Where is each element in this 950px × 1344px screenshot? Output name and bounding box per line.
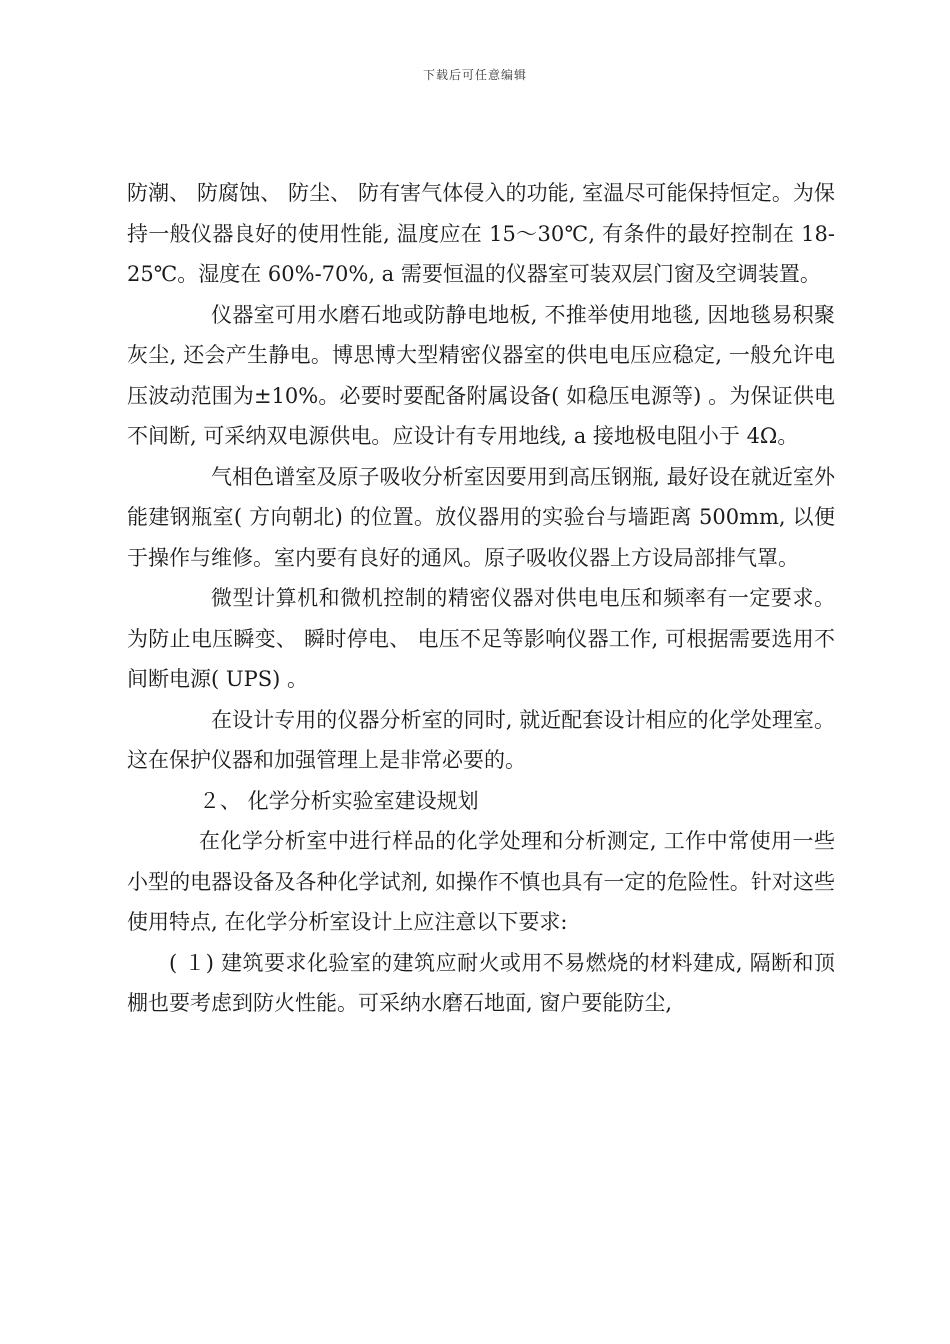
paragraph-gas-chromatography: 气相色谱室及原子吸收分析室因要用到高压钢瓶, 最好设在就近室外能建钢瓶室( 方向朝北) 的位置。放仪器用的实验台与墙距离 500mm, 以便于操作与维修。室内要有良好的通风。原子吸收仪器上方设局部排气罩。 bbox=[127, 464, 835, 570]
page-header: 下载后可任意编辑 bbox=[422, 68, 527, 82]
paragraph-chemical-analysis: 在化学分析室中进行样品的化学处理和分析测定, 工作中常使用一些小型的电器设备及各种化学试剂, 如操作不慎也具有一定的危险性。针对这些使用特点, 在化学分析室设计上应注意以下要求: bbox=[127, 829, 835, 934]
paragraph-processing-room: 在设计专用的仪器分析室的同时, 就近配套设计相应的化学处理室。这在保护仪器和加强管理上是非常必要的。 bbox=[127, 707, 835, 772]
document-body bbox=[127, 173, 835, 1024]
paragraph-floor-power: 仪器室可用水磨石地或防静电地板, 不推举使用地毯, 因地毯易积聚灰尘, 还会产生静电。博思博大型精密仪器室的供电电压应稳定, 一般允许电压波动范围为±10%。必要时要配备附属设备( 如稳压电源等) 。为保证供电不间断, 可采纳双电源供电。应设计有专用地线, a 接地极电阻小于 4Ω。 bbox=[127, 302, 835, 448]
section-heading: ２、 化学分析实验室建设规划 bbox=[199, 788, 479, 813]
paragraph-building-requirements: ( １) 建筑要求化验室的建筑应耐火或用不易燃烧的材料建成, 隔断和顶棚也要考虑到防火性能。可采纳水磨石地面, 窗户要能防尘, bbox=[127, 950, 835, 1015]
paragraph-microcomputer: 微型计算机和微机控制的精密仪器对供电电压和频率有一定要求。为防止电压瞬变、 瞬时停电、 电压不足等影响仪器工作, 可根据需要选用不间断电源( UPS) 。 bbox=[127, 586, 835, 691]
paragraph-continuation: 防潮、 防腐蚀、 防尘、 防有害气体侵入的功能, 室温尽可能保持恒定。为保持一般仪器良好的使用性能, 温度应在 15～30℃, 有条件的最好控制在 18-25℃。湿度在 60%-70%, a 需要恒温的仪器室可装双层门窗及空调装置。 bbox=[127, 181, 835, 286]
